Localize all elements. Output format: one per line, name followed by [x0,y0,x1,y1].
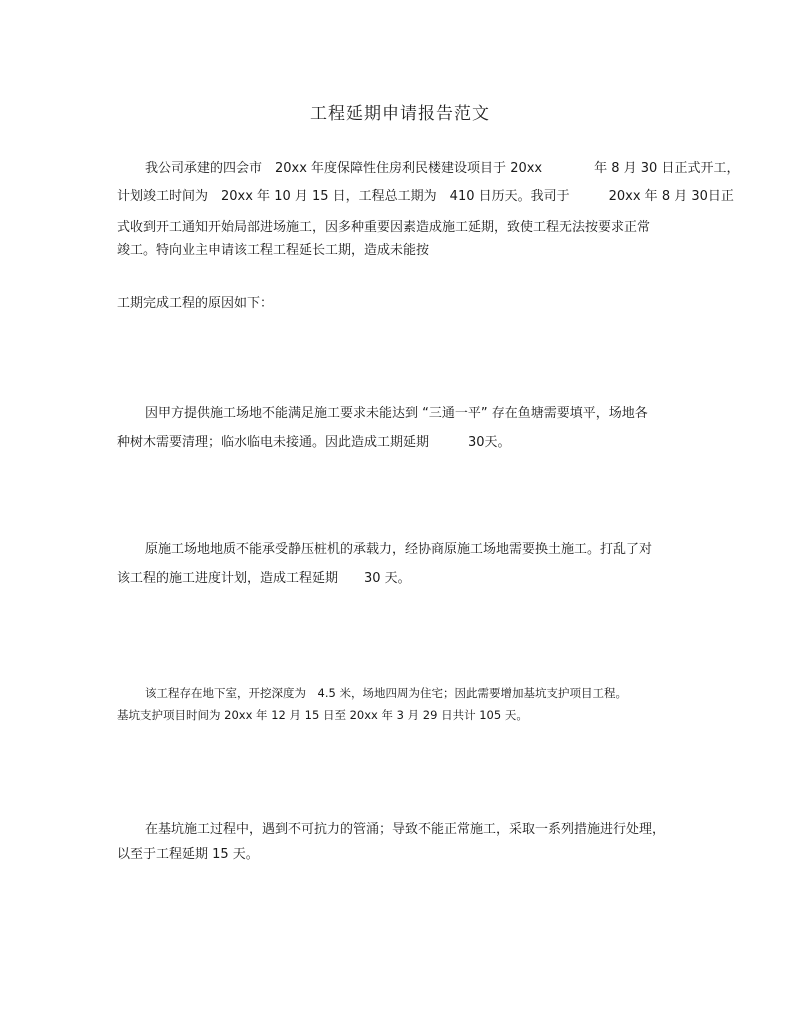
reason-4-line-1: 在基坑施工过程中，遇到不可抗力的管涌；导致不能正常施工，采取一系列措施进行处理， [145,822,666,837]
reason-1-line-1: 因甲方提供施工场地不能满足施工要求未能达到 “三通一平” 存在鱼塘需要填平，场地各 [145,406,648,421]
paragraph-1-line-3: 式收到开工通知开始局部进场施工，因多种重要因素造成施工延期，致使工程无法按要求正常 [117,220,651,235]
reason-2-line-2: 该工程的施工进度计划，造成工程延期 30 天。 [117,571,411,586]
paragraph-1-line-2: 计划竣工时间为 20xx 年 10 月 15 日，工程总工期为 410 日历天。我司于 20xx 年 8 月 30日正 [117,189,734,204]
reason-2-line-1: 原施工场地地质不能承受静压桩机的承载力，经协商原施工场地需要换土施工。打乱了对 [145,542,653,557]
reason-4-line-2: 以至于工程延期 15 天。 [117,847,259,862]
paragraph-1-line-1: 我公司承建的四会市 20xx 年度保障性住房利民楼建设项目于 20xx 年 8 月 30 日正式开工， [145,161,740,176]
reason-1-line-2: 种树木需要清理；临水临电未接通。因此造成工期延期 30天。 [117,435,511,450]
reason-3-line-1: 该工程存在地下室，开挖深度为 4.5 米，场地四周为住宅；因此需要增加基坑支护项目工程。 [145,686,627,700]
reasons-intro: 工期完成工程的原因如下： [117,296,274,311]
paragraph-1-line-4: 竣工。特向业主申请该工程工程延长工期，造成未能按 [117,243,430,258]
document-title: 工程延期申请报告范文 [310,104,490,124]
reason-3-line-2: 基坑支护项目时间为 20xx 年 12 月 15 日至 20xx 年 3 月 29 日共计 105 天。 [117,708,528,722]
